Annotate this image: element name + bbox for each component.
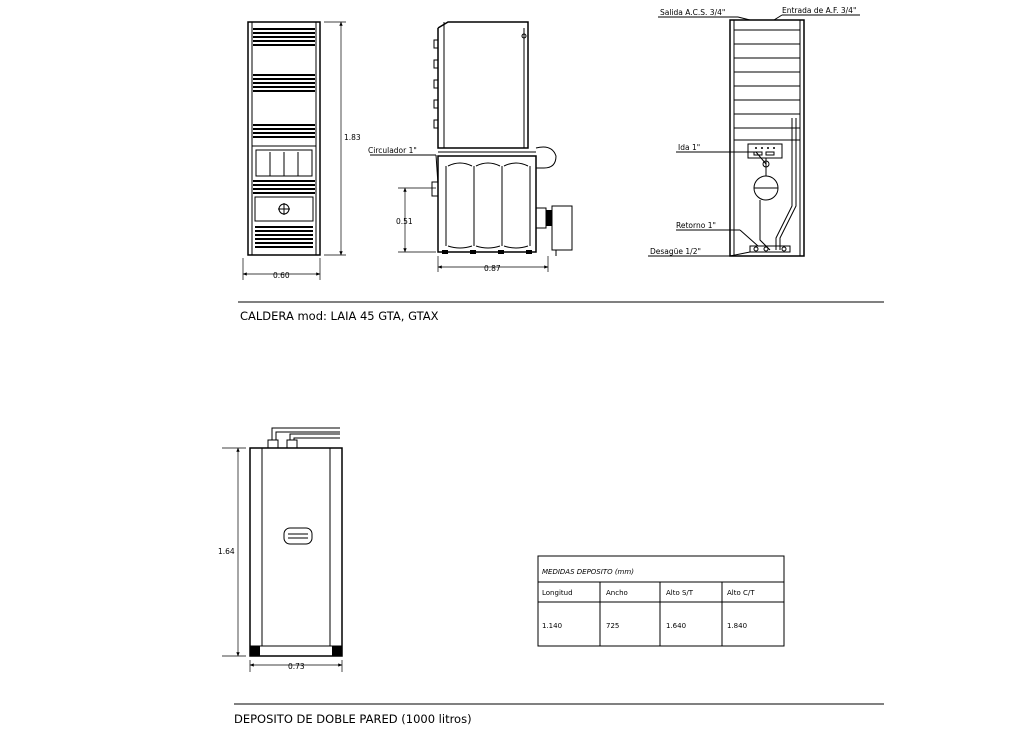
boiler-rear-view (648, 15, 860, 256)
table-value-ancho: 725 (606, 622, 620, 630)
table-value-longitud: 1.140 (542, 622, 563, 630)
desague-label: Desagüe 1/2" (650, 247, 701, 256)
circulator-label: Circulador 1" (368, 146, 417, 155)
front-bottom-vents (255, 226, 313, 248)
tank-section-title: DEPOSITO DE DOBLE PARED (1000 litros) (234, 712, 472, 726)
front-top-vents (253, 28, 315, 138)
front-burner-door (255, 197, 313, 221)
boiler-width-dimension: 0.60 (273, 271, 290, 280)
table-value-alto-ct: 1.840 (727, 622, 748, 630)
af-inlet-label: Entrada de A.F. 3/4" (782, 6, 857, 15)
boiler-front-view (243, 22, 346, 280)
table-header-ancho: Ancho (606, 589, 628, 597)
boiler-height-dimension: 1.83 (344, 133, 361, 142)
acs-outlet-label: Salida A.C.S. 3/4" (660, 8, 726, 17)
tank-view (222, 428, 342, 672)
boiler-depth-dimension: 0.87 (484, 264, 501, 273)
retorno-label: Retorno 1" (676, 221, 716, 230)
rear-fins (734, 30, 800, 128)
boiler-section-title: CALDERA mod: LAIA 45 GTA, GTAX (240, 309, 439, 323)
table-header-alto-st: Alto S/T (666, 589, 694, 597)
table-header-longitud: Longitud (542, 589, 573, 597)
table-title: MEDIDAS DEPOSITO (mm) (542, 568, 634, 576)
front-control-panel (253, 150, 315, 194)
tank-width-dimension: 0.73 (288, 662, 305, 671)
ida-label: Ida 1" (678, 143, 701, 152)
tank-height-dimension: 1.64 (218, 547, 235, 556)
side-burner (536, 206, 572, 256)
circulator-height-dimension: 0.51 (396, 217, 413, 226)
table-header-alto-ct: Alto C/T (727, 589, 755, 597)
tank-dimensions-table (538, 556, 784, 646)
table-value-alto-st: 1.640 (666, 622, 687, 630)
